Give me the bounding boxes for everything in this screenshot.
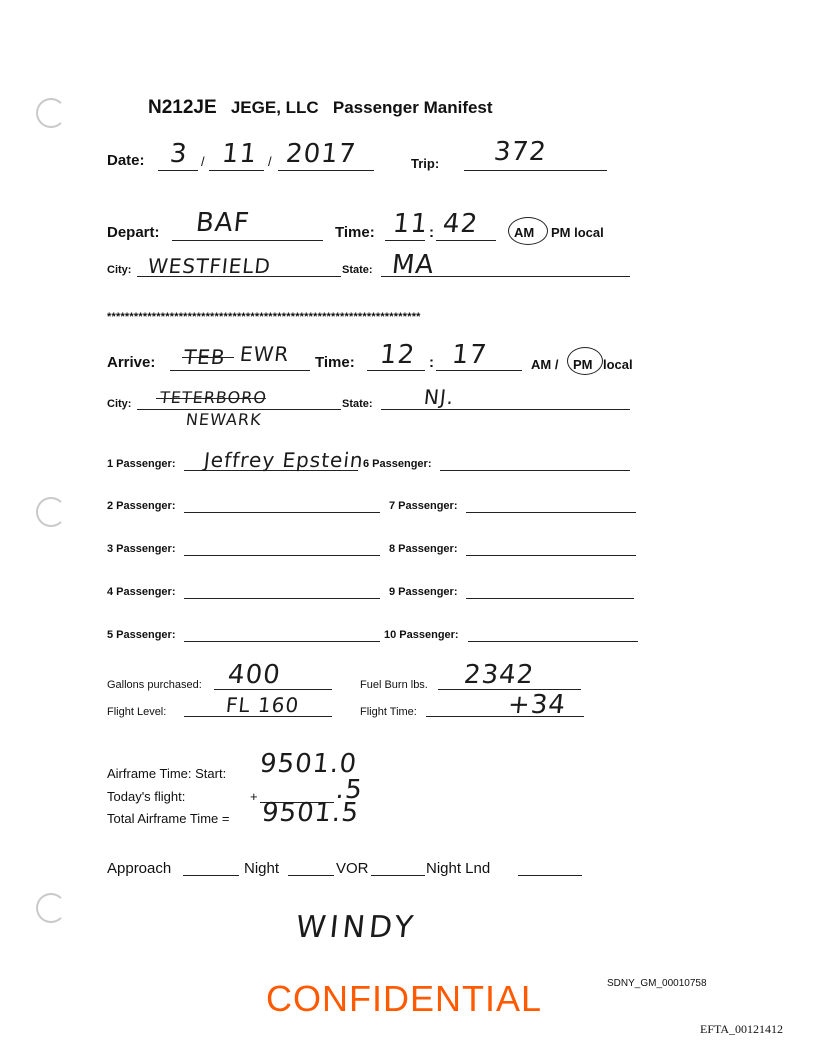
- date-month[interactable]: 3: [168, 139, 190, 169]
- flight-time-value[interactable]: +34: [506, 690, 568, 720]
- depart-label: Depart:: [107, 224, 160, 241]
- today-flight-plus: +: [250, 789, 258, 804]
- depart-city-value[interactable]: WESTFIELD: [146, 254, 273, 278]
- depart-hour-line: [385, 240, 425, 241]
- passenger-3-label: 3 Passenger:: [107, 543, 176, 555]
- flight-time-label: Flight Time:: [360, 706, 417, 718]
- depart-minute[interactable]: 42: [441, 209, 480, 239]
- depart-am[interactable]: AM: [514, 225, 535, 240]
- section-separator: **********************************************************************: [107, 311, 421, 323]
- arrive-minute-line: [436, 370, 522, 371]
- arrive-hour-line: [367, 370, 425, 371]
- depart-time-colon: :: [429, 224, 434, 241]
- efta-number: EFTA_00121412: [700, 1022, 784, 1036]
- night-line: [288, 875, 334, 876]
- trip-label: Trip:: [411, 156, 440, 171]
- passenger-8-line: [466, 555, 636, 556]
- passenger-6-line: [440, 470, 630, 471]
- date-year-line: [278, 170, 374, 171]
- vor-label: VOR: [336, 860, 369, 877]
- passenger-7-label: 7 Passenger:: [389, 500, 458, 512]
- passenger-5-line: [184, 641, 380, 642]
- passenger-9-line: [466, 598, 634, 599]
- arrive-strike-mark: [182, 357, 234, 358]
- bates-number: SDNY_GM_00010758: [607, 978, 707, 989]
- arrive-city-struck: TETERBORO: [159, 388, 268, 407]
- passenger-2-line: [184, 512, 380, 513]
- date-year[interactable]: 2017: [284, 139, 358, 169]
- date-sep-1: /: [201, 154, 205, 169]
- depart-minute-line: [436, 240, 496, 241]
- passenger-4-line: [184, 598, 380, 599]
- manifest-title: [148, 97, 493, 119]
- depart-state-label: State:: [342, 264, 373, 276]
- arrive-state-label: State:: [342, 398, 373, 410]
- total-airframe-value[interactable]: 9501.5: [260, 798, 361, 828]
- passenger-5-label: 5 Passenger:: [107, 629, 176, 641]
- passenger-8-label: 8 Passenger:: [389, 543, 458, 555]
- date-day[interactable]: 11: [220, 139, 259, 169]
- vor-line: [371, 875, 425, 876]
- today-flight-label: Today's flight:: [107, 789, 186, 804]
- night-label: Night: [244, 860, 280, 877]
- passenger-1-label: 1 Passenger:: [107, 458, 176, 470]
- fuel-burn-value[interactable]: 2342: [462, 660, 536, 690]
- arrive-hour[interactable]: 12: [378, 340, 417, 370]
- arrive-local: local: [603, 357, 633, 372]
- passenger-2-label: 2 Passenger:: [107, 500, 176, 512]
- arrive-time-label: Time:: [315, 354, 355, 371]
- arrive-label: Arrive:: [107, 354, 156, 371]
- doc-title: Passenger Manifest: [332, 98, 493, 117]
- total-airframe-label: Total Airframe Time =: [107, 811, 230, 826]
- arrive-pm[interactable]: PM: [573, 357, 593, 372]
- date-label: Date:: [107, 152, 145, 169]
- night-lnd-label: Night Lnd: [426, 860, 491, 877]
- arrive-am[interactable]: AM /: [531, 357, 559, 372]
- passenger-10-line: [468, 641, 638, 642]
- passenger-4-label: 4 Passenger:: [107, 586, 176, 598]
- flight-level-value[interactable]: FL 160: [224, 693, 301, 717]
- gallons-value[interactable]: 400: [226, 660, 283, 690]
- airframe-start-label: Airframe Time: Start:: [107, 766, 227, 781]
- passenger-6-label: 6 Passenger:: [363, 458, 432, 470]
- trip-value[interactable]: 372: [492, 137, 549, 167]
- airframe-start-value[interactable]: 9501.0: [258, 749, 359, 779]
- binder-hole-top: [36, 98, 66, 128]
- binder-hole-bottom: [36, 893, 66, 923]
- arrive-minute[interactable]: 17: [450, 340, 489, 370]
- date-sep-2: /: [268, 154, 272, 169]
- arrive-state-value[interactable]: NJ.: [422, 385, 456, 409]
- depart-pm-local[interactable]: PM local: [551, 225, 604, 240]
- depart-line: [172, 240, 323, 241]
- passenger-3-line: [184, 555, 380, 556]
- arrive-time-colon: :: [429, 354, 434, 371]
- registration: N212JE: [148, 97, 217, 118]
- arrive-city-strike-mark: [156, 398, 266, 399]
- passenger-9-label: 9 Passenger:: [389, 586, 458, 598]
- handwritten-note: WINDY: [294, 910, 419, 945]
- passenger-10-label: 10 Passenger:: [384, 629, 459, 641]
- gallons-label: Gallons purchased:: [107, 679, 202, 691]
- arrive-line: [170, 370, 310, 371]
- passenger-7-line: [466, 512, 636, 513]
- depart-city-label: City:: [107, 264, 132, 276]
- arrive-struck-value: TEB: [182, 345, 227, 369]
- arrive-state-line: [381, 409, 630, 410]
- binder-hole-middle: [36, 497, 66, 527]
- today-flight-value[interactable]: .5: [334, 775, 365, 805]
- confidential-stamp: CONFIDENTIAL: [266, 978, 543, 1019]
- date-day-line: [209, 170, 264, 171]
- trip-line: [464, 170, 607, 171]
- depart-time-label: Time:: [335, 224, 375, 241]
- arrive-city-value[interactable]: NEWARK: [185, 410, 263, 429]
- depart-state-value[interactable]: MA: [390, 250, 436, 280]
- depart-value[interactable]: BAF: [194, 208, 252, 238]
- approach-line: [183, 875, 239, 876]
- company-name: JEGE, LLC: [230, 98, 319, 117]
- fuel-burn-label: Fuel Burn lbs.: [360, 679, 428, 691]
- approach-label: Approach: [107, 860, 172, 877]
- depart-hour[interactable]: 11: [391, 209, 430, 239]
- night-lnd-line: [518, 875, 582, 876]
- arrive-value[interactable]: EWR: [238, 342, 291, 366]
- date-month-line: [158, 170, 198, 171]
- arrive-city-label: City:: [107, 398, 132, 410]
- passenger-1-value[interactable]: Jeffrey Epstein: [202, 448, 365, 472]
- flight-level-label: Flight Level:: [107, 706, 167, 718]
